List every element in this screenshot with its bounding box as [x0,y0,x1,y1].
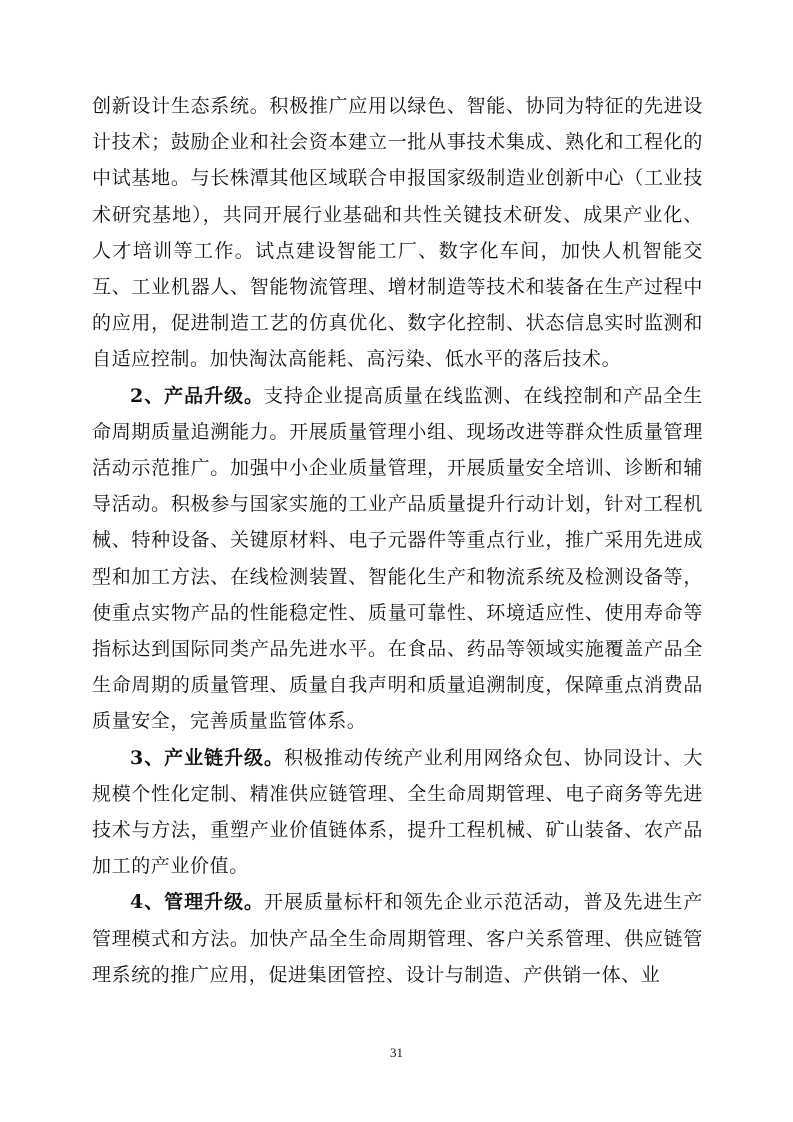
paragraph-continuation [92,88,703,378]
paragraph-management-upgrade [92,884,703,993]
paragraph-product-upgrade [92,378,703,740]
section-heading: 4、管理升级。 [130,891,265,914]
paragraph-text: 支持企业提高质量在线监测、在线控制和产品全生命周期质量追溯能力。开展质量管理小组、现场改进等群众性质量管理活动示范推广。加强中小企业质量管理，开展质量安全培训、诊断和辅导活动。积极参与国家实施的工业产品质量提升行动计划，针对工程机械、特种设备、关键原材料、电子元器件等重点行业，推广采用先进成型和加工方法、在线检测装置、智能化生产和物流系统及检测设备等，使重点实物产品的性能稳定性、质量可靠性、环境适应性、使用寿命等指标达到国际同类产品先进水平。在食品、药品等领域实施覆盖产品全生命周期的质量管理、质量自我声明和质量追溯制度，保障重点消费品质量安全，完善质量监管体系。 [92,384,703,733]
section-heading: 2、产品升级。 [130,384,265,407]
paragraph-text: 积极推动传统产业利用网络众包、协同设计、大规模个性化定制、精准供应链管理、全生命周期管理、电子商务等先进技术与方法，重塑产业价值链体系，提升工程机械、矿山装备、农产品加工的产业价值。 [92,746,703,878]
paragraph-text: 开展质量标杆和领先企业示范活动，普及先进生产管理模式和方法。加快产品全生命周期管理、客户关系管理、供应链管理系统的推广应用，促进集团管控、设计与制造、产供销一体、业 [92,891,703,986]
page-number: 31 [390,1045,403,1060]
document-page [92,88,703,993]
paragraph-text: 创新设计生态系统。积极推广应用以绿色、智能、协同为特征的先进设计技术；鼓励企业和社会资本建立一批从事技术集成、熟化和工程化的中试基地。与长株潭其他区域联合申报国家级制造业创新中心（工业技术研究基地），共同开展行业基础和共性关键技术研发、成果产业化、人才培训等工作。试点建设智能工厂、数字化车间，加快人机智能交互、工业机器人、智能物流管理、增材制造等技术和装备在生产过程中的应用，促进制造工艺的仿真优化、数字化控制、状态信息实时监测和自适应控制。加快淘汰高能耗、高污染、低水平的落后技术。 [92,95,703,371]
section-heading: 3、产业链升级。 [130,746,284,769]
paragraph-industry-chain-upgrade [92,740,703,885]
